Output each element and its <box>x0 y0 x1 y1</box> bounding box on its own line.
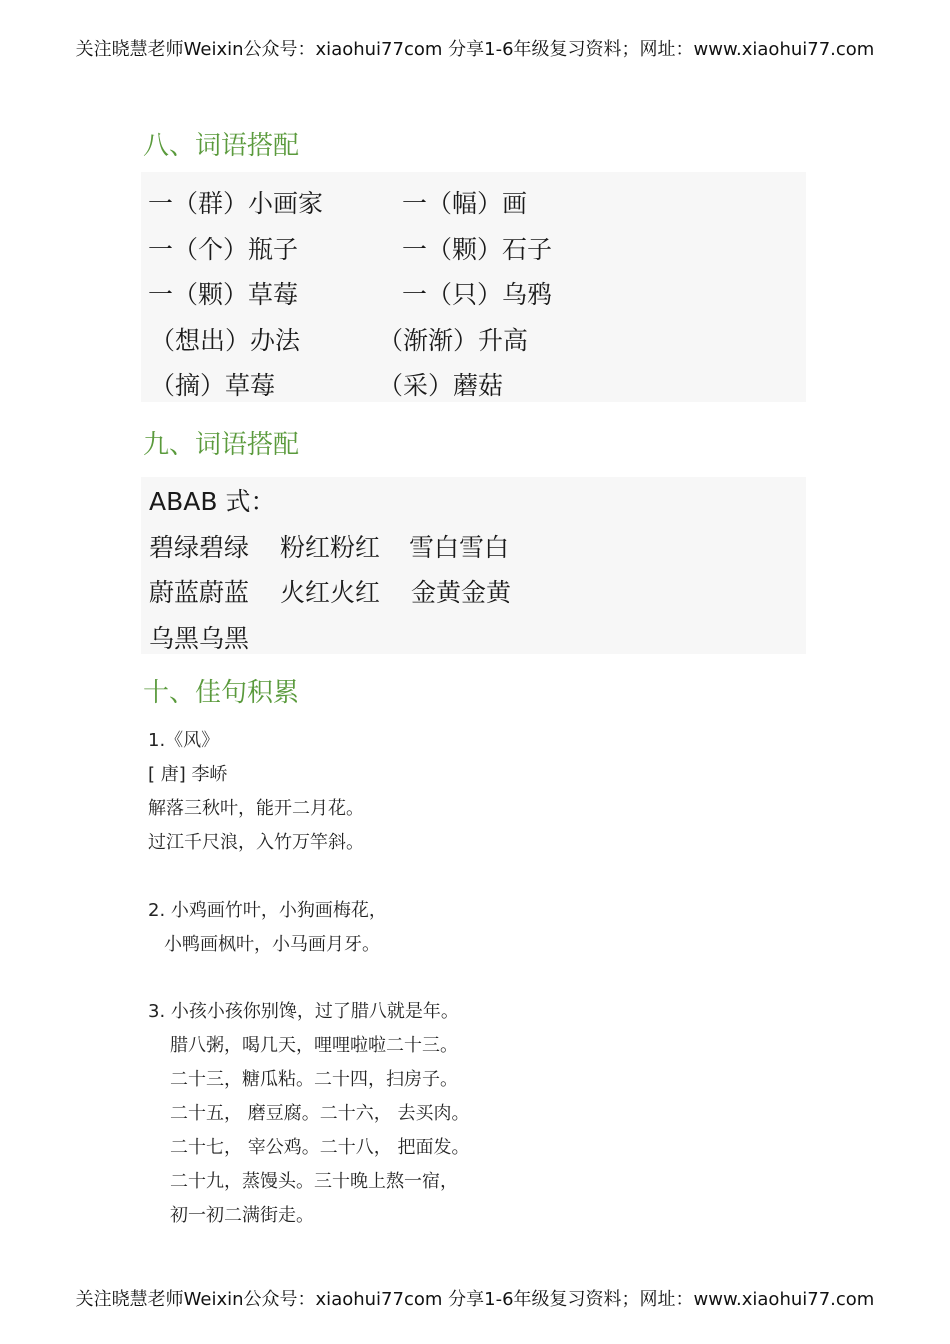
poem-1-author: [ 唐] 李峤 <box>148 764 228 785</box>
poem-1-title: 1.《风》 <box>148 730 220 751</box>
rhyme-3-line: 二十七， 宰公鸡。二十八， 把面发。 <box>170 1137 470 1158</box>
word-pair: （渐渐）升高 <box>378 326 529 355</box>
section-8-title: 八、词语搭配 <box>143 131 300 161</box>
rhyme-2-line: 小鸭画枫叶，小马画月牙。 <box>164 934 380 955</box>
word-pair: 一（颗）石子 <box>402 235 553 264</box>
rhyme-2-line: 2. 小鸡画竹叶，小狗画梅花， <box>148 900 387 921</box>
word-pair: 一（只）乌鸦 <box>402 280 553 309</box>
word-pair: （采）蘑菇 <box>378 371 504 400</box>
header-watermark-text: 关注晓慧老师Weixin公众号：xiaohui77com 分享1-6年级复习资料；网址：www.xiaohui77.com <box>75 39 875 60</box>
rhyme-3-line: 二十五， 磨豆腐。二十六， 去买肉。 <box>170 1103 470 1124</box>
rhyme-3-line: 腊八粥，喝几天，哩哩啦啦二十三。 <box>170 1035 458 1056</box>
word-pair: 一（个）瓶子 <box>148 235 299 264</box>
abab-word: 火红火红 <box>280 578 381 607</box>
rhyme-3-line: 初一初二满街走。 <box>170 1205 314 1226</box>
abab-word: 乌黑乌黑 <box>149 624 250 653</box>
word-pair: （摘）草莓 <box>150 371 276 400</box>
abab-word: 碧绿碧绿 <box>149 533 250 562</box>
abab-word: 蔚蓝蔚蓝 <box>149 578 250 607</box>
abab-word: 雪白雪白 <box>409 533 510 562</box>
word-pair: 一（群）小画家 <box>148 189 324 218</box>
rhyme-3-line: 二十九，蒸馒头。三十晚上熬一宿， <box>170 1171 458 1192</box>
word-pair: 一（颗）草莓 <box>148 280 299 309</box>
abab-word: 金黄金黄 <box>411 578 512 607</box>
pattern-label: ABAB 式： <box>149 487 276 516</box>
poem-1-line: 解落三秋叶，能开二月花。 <box>148 798 364 819</box>
section-9-title: 九、词语搭配 <box>143 430 300 460</box>
rhyme-3-line: 3. 小孩小孩你别馋，过了腊八就是年。 <box>148 1001 459 1022</box>
abab-word: 粉红粉红 <box>280 533 381 562</box>
word-pair: （想出）办法 <box>150 326 301 355</box>
poem-1-line: 过江千尺浪，入竹万竿斜。 <box>148 832 364 853</box>
rhyme-3-line: 二十三，糖瓜粘。二十四，扫房子。 <box>170 1069 458 1090</box>
word-pair: 一（幅）画 <box>402 189 528 218</box>
section-10-title: 十、佳句积累 <box>143 678 300 708</box>
footer-watermark-text: 关注晓慧老师Weixin公众号：xiaohui77com 分享1-6年级复习资料；网址：www.xiaohui77.com <box>75 1289 875 1310</box>
